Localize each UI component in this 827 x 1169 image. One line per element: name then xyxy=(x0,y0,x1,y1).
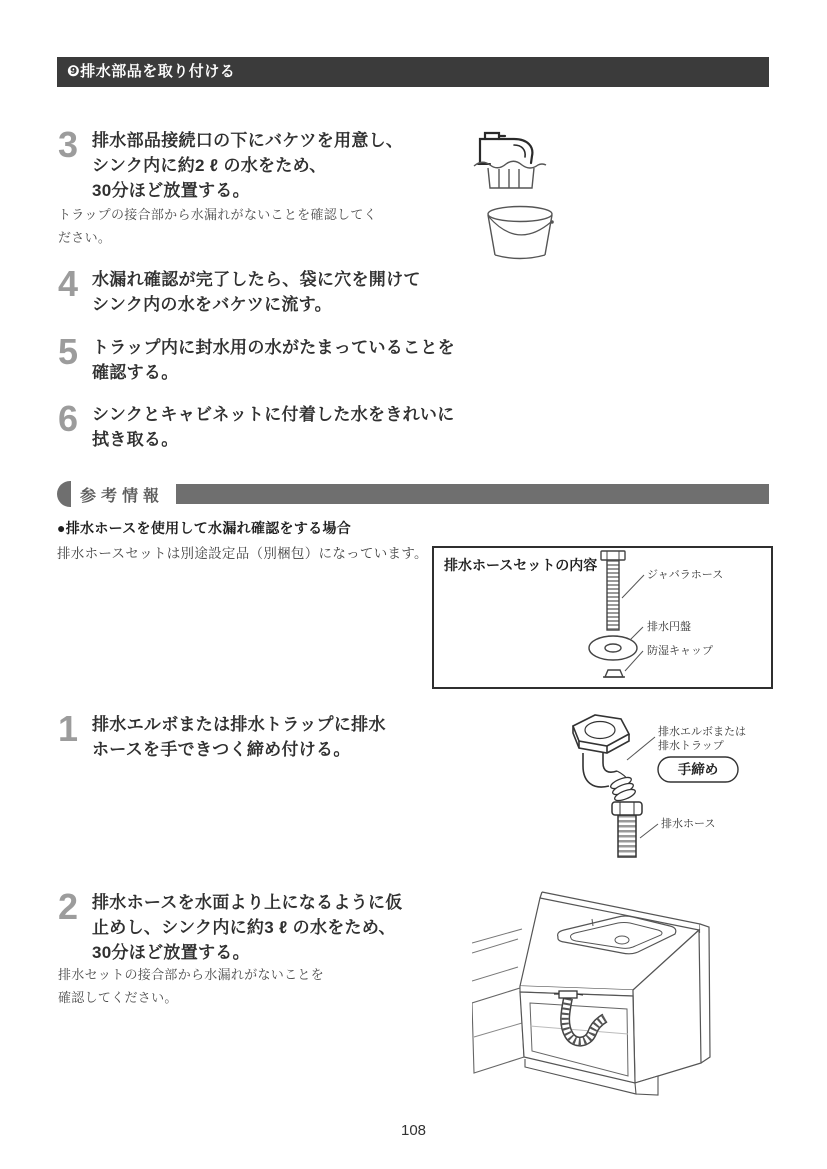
step-6-line: シンクとキャビネットに付着した水をきれいに xyxy=(92,405,455,424)
step-2-note xyxy=(58,963,324,1009)
step-3-line: 30分ほど放置する。 xyxy=(92,181,250,200)
drain-bag-icon xyxy=(474,161,546,188)
step-3-line: 排水部品接続口の下にバケツを用意し、 xyxy=(92,131,404,150)
step-4-line: 水漏れ確認が完了したら、袋に穴を開けて xyxy=(92,270,421,289)
leader-line xyxy=(640,824,658,838)
step-6-text xyxy=(92,402,455,452)
moisture-cap-icon xyxy=(603,670,625,677)
bucket-icon xyxy=(488,207,554,259)
hose-set-illustration xyxy=(434,548,771,687)
step-5 xyxy=(58,331,455,385)
reference-subheading: ●排水ホースを使用して水漏れ確認をする場合 xyxy=(57,520,352,536)
reference-description: 排水ホースセットは別途設定品（別梱包）になっています。 xyxy=(57,546,428,561)
hand-tighten-badge-label: 手締め xyxy=(677,762,719,777)
step-5-line: 確認する。 xyxy=(92,363,179,382)
hand-tighten-badge xyxy=(658,757,738,782)
elbow-tighten-illustration xyxy=(555,706,775,864)
drain-elbow-icon xyxy=(573,715,637,803)
drain-trap-icon xyxy=(478,133,532,164)
step-5-number: 5 xyxy=(58,331,79,372)
hose-set-box xyxy=(432,546,773,689)
step-4-number: 4 xyxy=(58,263,79,304)
step-5-line: トラップ内に封水用の水がたまっていることを xyxy=(92,338,455,357)
drain-disc-label: 排水円盤 xyxy=(647,621,691,633)
step-1-text xyxy=(92,712,386,762)
reference-info-header xyxy=(57,481,769,507)
leader-line xyxy=(622,575,644,598)
sink-cabinet-illustration xyxy=(472,885,784,1100)
section-header-title: ❾排水部品を取り付ける xyxy=(67,63,236,80)
step-1 xyxy=(58,708,386,762)
step-1-number: 1 xyxy=(58,708,79,749)
hose-set-box-title: 排水ホースセットの内容 xyxy=(444,557,598,573)
step-3-note-line: トラップの接合部から水漏れがないことを確認してく xyxy=(58,207,377,222)
step-2-number: 2 xyxy=(58,886,79,927)
drain-hose-label: 排水ホース xyxy=(661,818,716,830)
reference-info-bar xyxy=(176,484,769,504)
step-1-line: 排水エルボまたは排水トラップに排水 xyxy=(92,715,386,734)
drain-hose-icon xyxy=(612,802,642,857)
reference-info-title: 参考情報 xyxy=(80,487,165,505)
step-4-text xyxy=(92,267,421,317)
step-2-note-line: 確認してください。 xyxy=(58,990,178,1005)
leader-line xyxy=(627,737,655,760)
step-3-number: 3 xyxy=(58,124,79,165)
left-counter-lines xyxy=(472,929,522,981)
step-3-note xyxy=(58,203,377,249)
step-6-line: 拭き取る。 xyxy=(92,430,179,449)
step-4 xyxy=(58,263,421,317)
leader-line xyxy=(630,627,643,640)
step-2-note-line: 排水セットの接合部から水漏れがないことを xyxy=(58,967,325,982)
step-3-line: シンク内に約2 ℓ の水をため、 xyxy=(92,156,327,175)
step-2-text xyxy=(92,890,403,965)
elbow-label-line1: 排水エルボまたは xyxy=(658,726,746,738)
moisture-cap-label: 防湿キャップ xyxy=(647,645,713,657)
drain-trap-bucket-illustration xyxy=(468,130,578,270)
step-6-number: 6 xyxy=(58,398,79,439)
page-number: 108 xyxy=(400,1122,427,1139)
step-2-line: 止めし、シンク内に約3 ℓ の水をため、 xyxy=(92,918,396,937)
step-4-line: シンク内の水をバケツに流す。 xyxy=(92,295,332,314)
step-3-note-line: ださい。 xyxy=(58,230,112,245)
jabara-hose-icon xyxy=(601,551,625,630)
step-2 xyxy=(58,886,403,965)
step-2-line: 30分ほど放置する。 xyxy=(92,943,250,962)
step-2-line: 排水ホースを水面より上になるように仮 xyxy=(92,893,403,912)
section-header-bar xyxy=(57,57,769,87)
step-6 xyxy=(58,398,455,452)
elbow-label-line2: 排水トラップ xyxy=(658,740,724,752)
half-disc-icon xyxy=(57,481,71,507)
jabara-hose-label: ジャバラホース xyxy=(647,569,724,581)
step-5-text xyxy=(92,335,455,385)
step-3 xyxy=(58,124,404,203)
step-1-line: ホースを手できつく締め付ける。 xyxy=(92,740,351,759)
step-3-text xyxy=(92,128,403,203)
left-cabinet-panel xyxy=(472,988,524,1073)
